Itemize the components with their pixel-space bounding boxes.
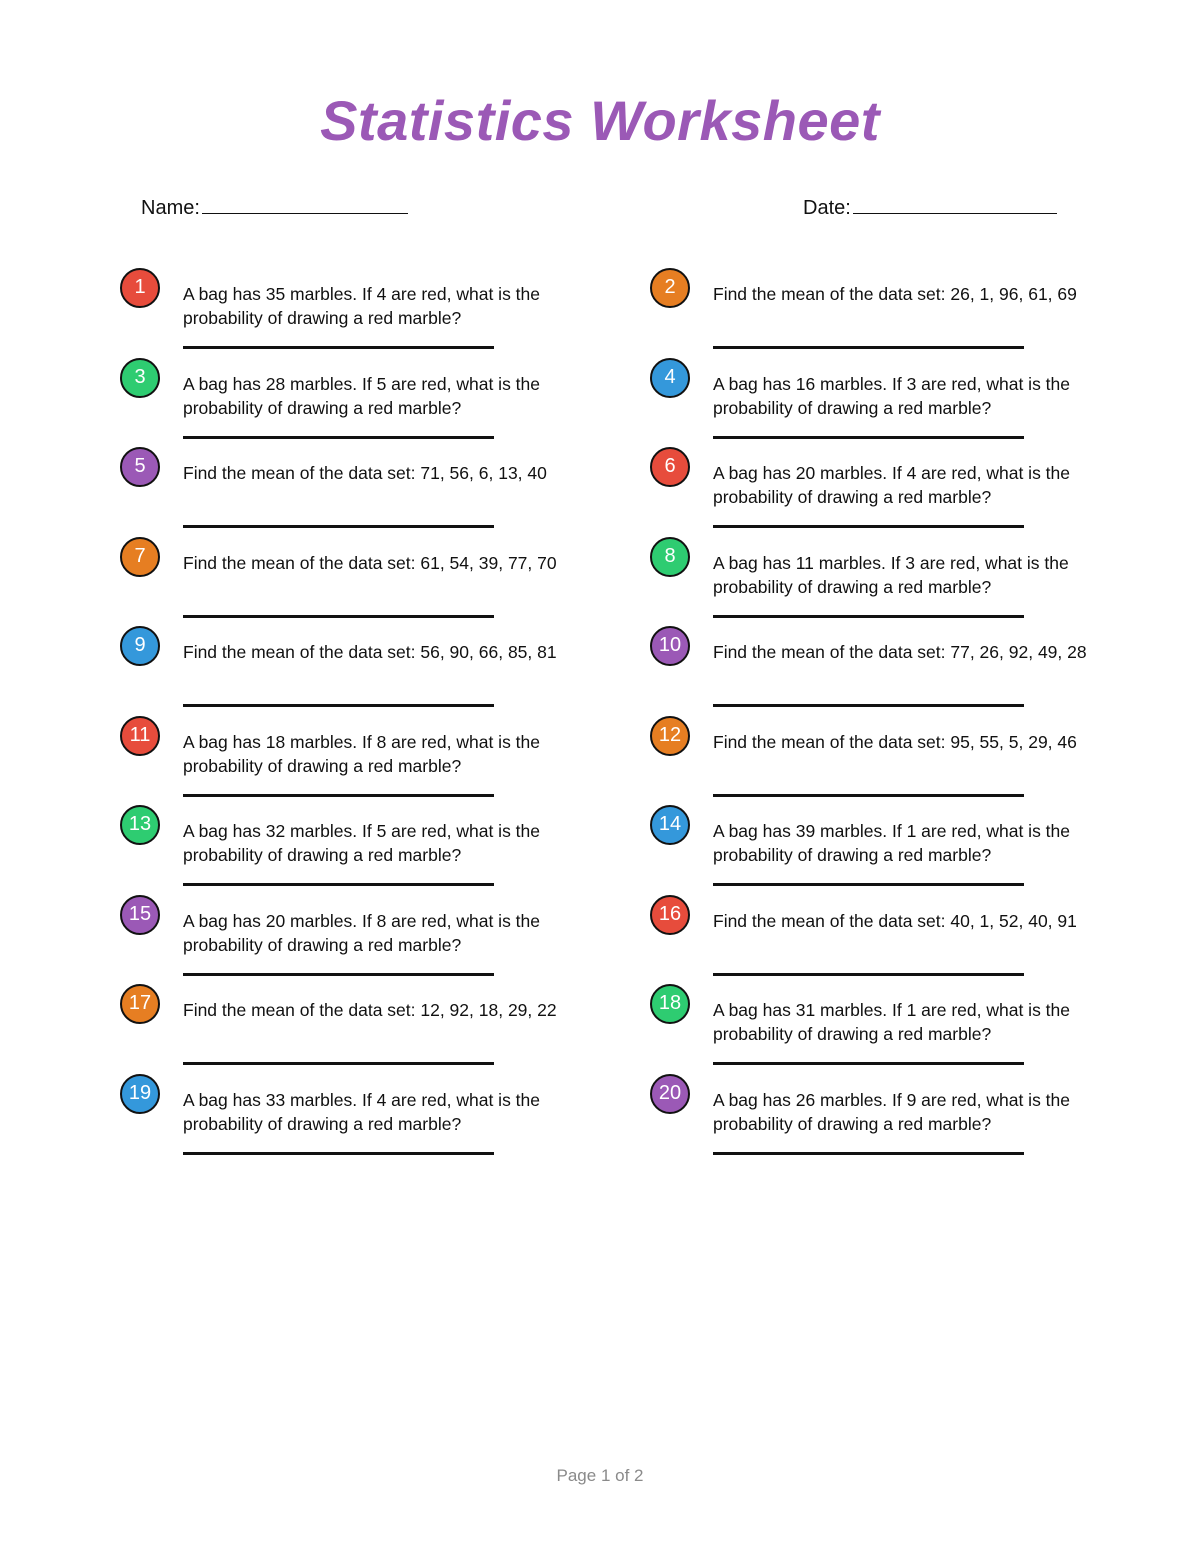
- answer-line[interactable]: [713, 883, 1024, 886]
- problem-question: A bag has 32 marbles. If 5 are red, what is the probability of drawing a red marble?: [183, 821, 541, 865]
- problem-item: [650, 1074, 1130, 1154]
- problem-number-badge: 19: [120, 1074, 160, 1114]
- answer-line[interactable]: [183, 615, 494, 618]
- problem-item: [120, 626, 600, 706]
- problem-question: Find the mean of the data set: 12, 92, 18, 29, 22: [183, 1000, 557, 1020]
- problem-question: A bag has 26 marbles. If 9 are red, what is the probability of drawing a red marble?: [713, 1090, 1071, 1134]
- date-label: Date:: [803, 197, 851, 219]
- problem-question: A bag has 16 marbles. If 3 are red, what is the probability of drawing a red marble?: [713, 374, 1071, 418]
- problem-question: Find the mean of the data set: 40, 1, 52, 40, 91: [713, 911, 1077, 931]
- answer-line[interactable]: [713, 615, 1024, 618]
- problem-number-badge: 13: [120, 805, 160, 845]
- problem-question: Find the mean of the data set: 95, 55, 5, 29, 46: [713, 732, 1077, 752]
- worksheet-title: Statistics Worksheet: [320, 89, 880, 152]
- date-blank[interactable]: [853, 193, 1057, 214]
- problem-question: A bag has 39 marbles. If 1 are red, what is the probability of drawing a red marble?: [713, 821, 1071, 865]
- problem-number-badge: 10: [650, 626, 690, 666]
- problem-number-badge: 18: [650, 984, 690, 1024]
- problem-number-badge: 15: [120, 895, 160, 935]
- problem-number-badge: 2: [650, 268, 690, 308]
- name-label: Name:: [141, 197, 200, 219]
- name-blank[interactable]: [202, 193, 408, 214]
- answer-line[interactable]: [713, 794, 1024, 797]
- problem-item: [650, 268, 1130, 348]
- problem-question: A bag has 18 marbles. If 8 are red, what is the probability of drawing a red marble?: [183, 732, 541, 776]
- date-field[interactable]: [803, 193, 1057, 220]
- answer-line[interactable]: [713, 704, 1024, 707]
- problem-question: A bag has 28 marbles. If 5 are red, what is the probability of drawing a red marble?: [183, 374, 541, 418]
- answer-line[interactable]: [183, 973, 494, 976]
- problem-item: [120, 716, 600, 796]
- problem-item: [120, 447, 600, 527]
- problem-number-badge: 12: [650, 716, 690, 756]
- answer-line[interactable]: [713, 1152, 1024, 1155]
- problem-item: [650, 626, 1130, 706]
- problem-item: [650, 537, 1130, 617]
- problem-item: [650, 895, 1130, 975]
- problem-item: [120, 895, 600, 975]
- problem-number-badge: 3: [120, 358, 160, 398]
- answer-line[interactable]: [713, 1062, 1024, 1065]
- problem-question: A bag has 11 marbles. If 3 are red, what is the probability of drawing a red marble?: [713, 553, 1069, 597]
- answer-line[interactable]: [183, 704, 494, 707]
- problem-question: Find the mean of the data set: 61, 54, 39, 77, 70: [183, 553, 557, 573]
- problem-item: [120, 805, 600, 885]
- problem-item: [650, 447, 1130, 527]
- problem-question: Find the mean of the data set: 77, 26, 92, 49, 28: [713, 642, 1087, 662]
- problem-question: A bag has 20 marbles. If 4 are red, what is the probability of drawing a red marble?: [713, 463, 1071, 507]
- problem-question: A bag has 33 marbles. If 4 are red, what is the probability of drawing a red marble?: [183, 1090, 541, 1134]
- answer-line[interactable]: [183, 883, 494, 886]
- problem-question: A bag has 20 marbles. If 8 are red, what is the probability of drawing a red marble?: [183, 911, 541, 955]
- answer-line[interactable]: [713, 346, 1024, 349]
- problem-number-badge: 4: [650, 358, 690, 398]
- answer-line[interactable]: [183, 794, 494, 797]
- problem-item: [650, 805, 1130, 885]
- problem-item: [120, 268, 600, 348]
- answer-line[interactable]: [183, 346, 494, 349]
- problem-number-badge: 7: [120, 537, 160, 577]
- problem-item: [650, 984, 1130, 1064]
- answer-line[interactable]: [713, 973, 1024, 976]
- problem-question: A bag has 35 marbles. If 4 are red, what is the probability of drawing a red marble?: [183, 284, 541, 328]
- answer-line[interactable]: [183, 436, 494, 439]
- problem-item: [120, 537, 600, 617]
- problem-number-badge: 20: [650, 1074, 690, 1114]
- answer-line[interactable]: [713, 436, 1024, 439]
- problem-item: [650, 358, 1130, 438]
- problem-question: Find the mean of the data set: 71, 56, 6, 13, 40: [183, 463, 547, 483]
- problem-question: Find the mean of the data set: 26, 1, 96, 61, 69: [713, 284, 1077, 304]
- problem-number-badge: 16: [650, 895, 690, 935]
- answer-line[interactable]: [183, 1062, 494, 1065]
- problem-number-badge: 14: [650, 805, 690, 845]
- problem-number-badge: 17: [120, 984, 160, 1024]
- answer-line[interactable]: [183, 525, 494, 528]
- problem-item: [120, 984, 600, 1064]
- problem-number-badge: 6: [650, 447, 690, 487]
- problem-number-badge: 9: [120, 626, 160, 666]
- problem-item: [120, 358, 600, 438]
- problem-item: [650, 716, 1130, 796]
- problem-number-badge: 1: [120, 268, 160, 308]
- name-field[interactable]: [141, 193, 408, 220]
- page-footer: Page 1 of 2: [556, 1466, 644, 1485]
- problem-number-badge: 8: [650, 537, 690, 577]
- problem-item: [120, 1074, 600, 1154]
- problem-number-badge: 11: [120, 716, 160, 756]
- problem-number-badge: 5: [120, 447, 160, 487]
- problem-question: Find the mean of the data set: 56, 90, 66, 85, 81: [183, 642, 557, 662]
- answer-line[interactable]: [183, 1152, 494, 1155]
- answer-line[interactable]: [713, 525, 1024, 528]
- problem-question: A bag has 31 marbles. If 1 are red, what is the probability of drawing a red marble?: [713, 1000, 1071, 1044]
